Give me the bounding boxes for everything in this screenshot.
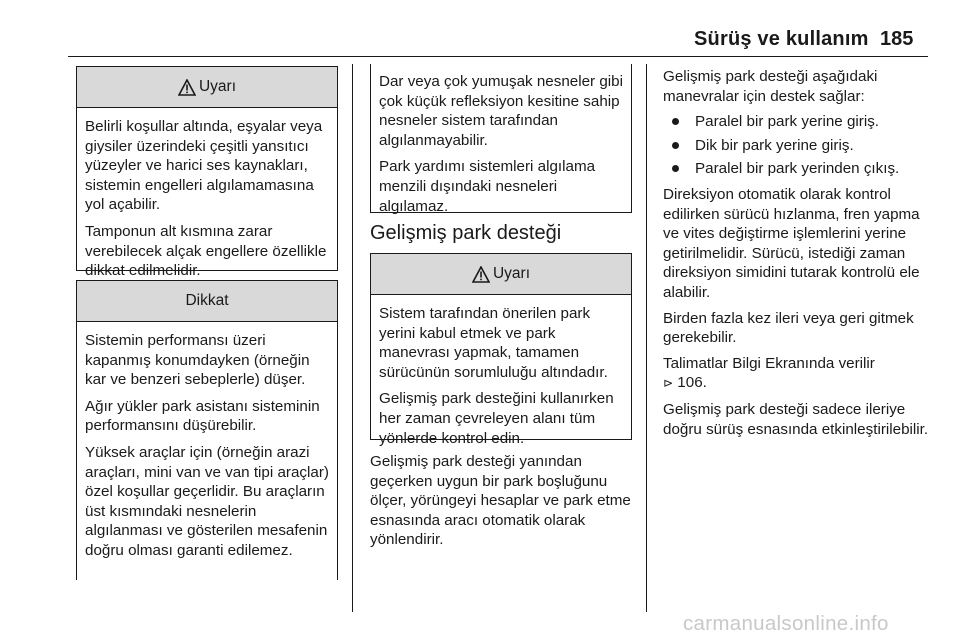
warning-box-body (371, 295, 631, 456)
activation-paragraph: Gelişmiş park desteği sadece ileriye doğru sürüş esnasında etkinleştirilebilir. (663, 400, 929, 438)
caution-box-header (77, 281, 337, 322)
warning-paragraph: Tamponun alt kısmına zarar verebilecek alçak engellere özellikle dikkat edilmelidir. (85, 222, 327, 280)
middle-body-text (370, 452, 638, 556)
caution-box-body (77, 322, 337, 569)
continued-paragraph: Dar veya çok yumuşak nesneler gibi çok küçük refleksiyon kesitine sahip nesneler sistem tarafından algılanmayabilir. (379, 73, 623, 149)
column-divider-right (646, 64, 647, 612)
caution-paragraph: Sistemin performansı üzeri kapanmış konumdayken (örneğin kar ve benzeri sebeplerle) düşer. (85, 332, 310, 389)
warning-triangle-icon (472, 266, 490, 283)
steering-paragraph: Direksiyon otomatik olarak kontrol edilirken sürücü hızlanma, fren yapma ve vites değiştirme işlemlerini yerine getirilmelidir. Sürücü, istediği zaman direksiyon simidini tutarak kontrolü ele alabilir. (663, 185, 920, 301)
warning-box-header (77, 67, 337, 108)
list-item: Paralel bir park yerinden çıkış. (663, 159, 931, 179)
caution-box-title: Dikkat (185, 292, 229, 310)
list-item: Paralel bir park yerine giriş. (663, 112, 931, 132)
body-paragraph: Gelişmiş park desteği yanından geçerken uygun bir park boşluğunu ölçer, yörüngeyi hesaplar ve park etme esnasında aracı otomatik olarak yönlendirir. (370, 453, 631, 549)
caution-paragraph: Yüksek araçlar için (örneğin arazi araçları, mini van ve van tipi araçlar) özel koşullar geçerlidir. Bu araçların üst kısmındaki nesnelerin algılanması ve gösterilen mesafenin doğru olması garanti edilemez. (85, 443, 329, 559)
continued-box-body (371, 64, 631, 224)
warning-paragraph: Belirli koşullar altında, eşyalar veya giysiler üzerindeki çeşitli yansıtıcı yüzeyler ve harici ses kaynakları, sistemin engelleri algılamamasına yol açabilir. (85, 118, 323, 214)
middle-warning-box (370, 253, 632, 447)
header-rule (68, 56, 928, 57)
right-column-text (663, 67, 931, 445)
continued-warning-box (370, 64, 632, 213)
header-title: Sürüş ve kullanım (694, 28, 869, 50)
warning-box-title: Uyarı (198, 78, 237, 96)
warning-box-header (371, 254, 631, 295)
page-reference[interactable]: 106. (677, 374, 707, 392)
maneuver-list (663, 112, 931, 179)
instructions-text: Talimatlar Bilgi Ekranında verilir (663, 354, 875, 372)
left-warning-box (76, 66, 338, 280)
page-number: 185 (880, 28, 914, 50)
continued-paragraph: Park yardımı sistemleri algılama menzili dışındaki nesneleri algılamaz. (379, 158, 596, 215)
caution-paragraph: Ağır yükler park asistanı sisteminin performansını düşürebilir. (85, 397, 320, 435)
instructions-paragraph (663, 354, 931, 394)
column-divider-left (352, 64, 353, 612)
warning-triangle-icon (178, 79, 196, 96)
warning-paragraph: Sistem tarafından önerilen park yerini kabul etmek ve park manevrası yapmak, tamamen sürücünün sorumluluğu altındadır. (379, 305, 608, 381)
list-item: Dik bir park yerine giriş. (663, 136, 931, 156)
warning-paragraph: Gelişmiş park desteğini kullanırken her zaman çevreleyen alanı tüm yönlerde kontrol edin. (379, 390, 614, 447)
section-heading: Gelişmiş park desteği (370, 222, 562, 244)
page-reference-arrow-icon: ⊳ (663, 376, 674, 391)
repeat-paragraph: Birden fazla kez ileri veya geri gitmek gerekebilir. (663, 309, 914, 347)
warning-box-title: Uyarı (492, 265, 531, 283)
left-caution-box (76, 280, 338, 580)
intro-paragraph: Gelişmiş park desteği aşağıdaki manevralar için destek sağlar: (663, 68, 878, 105)
watermark: carmanualsonline.info (683, 612, 889, 635)
warning-box-body (77, 108, 337, 289)
